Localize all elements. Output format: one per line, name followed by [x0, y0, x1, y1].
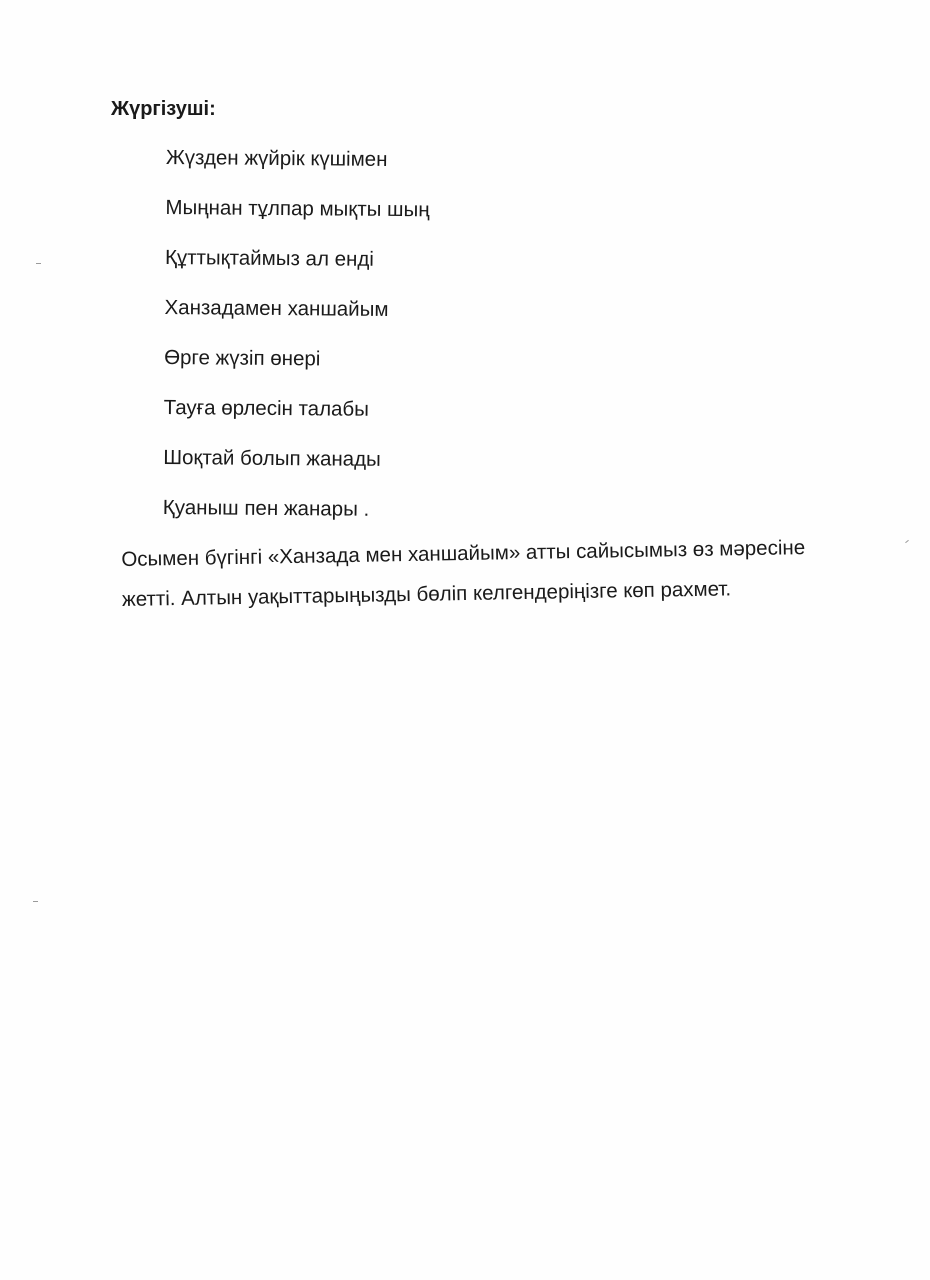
scan-speck [33, 901, 38, 902]
verse-line: Шоқтай болып жанады [163, 445, 381, 471]
verse-line: Қуаныш пен жанары . [162, 495, 370, 521]
scan-speck [36, 263, 41, 264]
closing-paragraph: Осымен бүгінгі «Ханзада мен ханшайым» атты сайысымыз өз мәресіне жетті. Алтын уақыттарыңызды бөліп келгендеріңізге көп рахмет. [121, 536, 806, 611]
scan-speck [905, 540, 909, 543]
verse-line: Мыңнан тұлпар мықты шың [165, 195, 430, 222]
verse-line: Құттықтаймыз ал енді [164, 245, 374, 271]
verse-line: Өрге жүзіп өнері [164, 345, 321, 371]
speaker-label: Жүргізуші: [111, 98, 216, 120]
verse-block [163, 143, 431, 545]
verse-line: Жүзден жүйрік күшімен [165, 145, 388, 171]
verse-line: Тауға өрлесін талабы [163, 395, 370, 421]
verse-line: Ханзадамен ханшайым [164, 295, 389, 321]
